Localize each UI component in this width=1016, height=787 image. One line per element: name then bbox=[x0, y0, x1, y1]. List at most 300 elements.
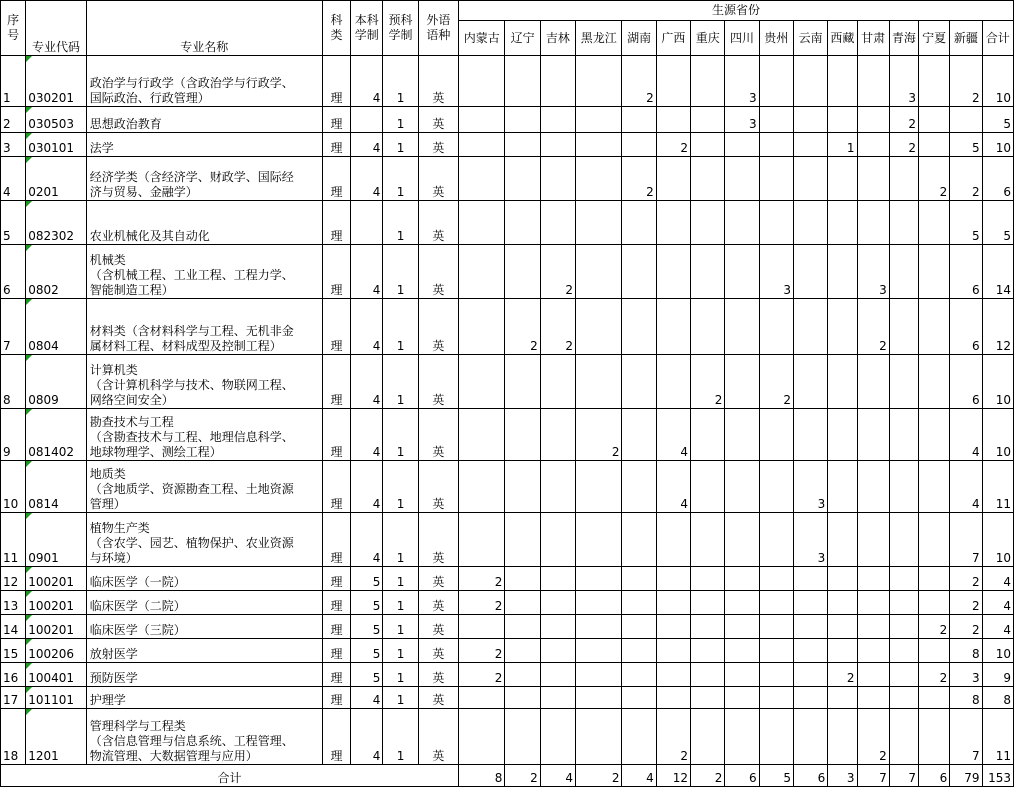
header-province: 宁夏 bbox=[919, 21, 950, 56]
row-seq: 15 bbox=[1, 639, 26, 663]
row-count bbox=[889, 299, 918, 355]
row-prep: 1 bbox=[383, 201, 418, 245]
total-count: 7 bbox=[857, 765, 889, 787]
row-count: 4 bbox=[982, 567, 1013, 591]
row-count: 2 bbox=[656, 709, 690, 765]
row-count bbox=[857, 201, 889, 245]
row-count: 2 bbox=[759, 355, 793, 409]
row-code: 100201 bbox=[26, 591, 87, 615]
row-count: 2 bbox=[459, 663, 505, 687]
row-count bbox=[691, 567, 725, 591]
header-prep: 预科 学制 bbox=[383, 1, 418, 56]
row-count bbox=[691, 513, 725, 567]
row-name: 思想政治教育 bbox=[86, 107, 322, 133]
total-label: 合计 bbox=[1, 765, 459, 787]
row-count bbox=[691, 157, 725, 201]
row-count bbox=[691, 639, 725, 663]
table-row bbox=[1, 687, 1014, 709]
row-count: 2 bbox=[889, 107, 918, 133]
row-count bbox=[656, 107, 690, 133]
row-count bbox=[919, 687, 950, 709]
row-count bbox=[622, 591, 656, 615]
row-count: 2 bbox=[459, 567, 505, 591]
header-category: 科 类 bbox=[322, 1, 350, 56]
row-count: 2 bbox=[540, 245, 575, 299]
table-row bbox=[1, 567, 1014, 591]
row-seq: 5 bbox=[1, 201, 26, 245]
row-count bbox=[857, 133, 889, 157]
row-category: 理 bbox=[322, 513, 350, 567]
row-count bbox=[828, 107, 857, 133]
row-count bbox=[857, 615, 889, 639]
total-count: 4 bbox=[622, 765, 656, 787]
row-years: 4 bbox=[351, 157, 383, 201]
row-count bbox=[793, 157, 827, 201]
table-row bbox=[1, 513, 1014, 567]
row-count: 4 bbox=[656, 409, 690, 461]
row-count: 4 bbox=[982, 591, 1013, 615]
row-prep: 1 bbox=[383, 513, 418, 567]
row-count bbox=[793, 133, 827, 157]
row-count bbox=[759, 591, 793, 615]
header-province: 黑龙江 bbox=[576, 21, 622, 56]
row-count bbox=[857, 663, 889, 687]
row-seq: 17 bbox=[1, 687, 26, 709]
header-code: 专业代码 bbox=[26, 1, 87, 56]
row-count bbox=[505, 567, 540, 591]
row-code: 0804 bbox=[26, 299, 87, 355]
row-count bbox=[759, 299, 793, 355]
row-count bbox=[889, 709, 918, 765]
row-count bbox=[622, 201, 656, 245]
row-count: 2 bbox=[950, 56, 982, 107]
row-count: 7 bbox=[950, 513, 982, 567]
header-province: 重庆 bbox=[691, 21, 725, 56]
row-count: 2 bbox=[828, 663, 857, 687]
row-code: 030201 bbox=[26, 56, 87, 107]
row-count bbox=[505, 157, 540, 201]
row-count bbox=[793, 709, 827, 765]
row-count bbox=[459, 107, 505, 133]
total-count: 6 bbox=[793, 765, 827, 787]
row-count bbox=[576, 201, 622, 245]
header-province: 云南 bbox=[793, 21, 827, 56]
row-count bbox=[540, 133, 575, 157]
row-count bbox=[828, 355, 857, 409]
row-count: 7 bbox=[950, 709, 982, 765]
total-count: 153 bbox=[982, 765, 1013, 787]
row-count bbox=[656, 639, 690, 663]
row-name: 放射医学 bbox=[86, 639, 322, 663]
row-count bbox=[793, 567, 827, 591]
row-count: 5 bbox=[950, 201, 982, 245]
row-category: 理 bbox=[322, 56, 350, 107]
row-count bbox=[725, 615, 759, 639]
row-count bbox=[889, 591, 918, 615]
row-count: 2 bbox=[459, 639, 505, 663]
row-count bbox=[656, 157, 690, 201]
table-row bbox=[1, 461, 1014, 513]
row-count bbox=[576, 157, 622, 201]
row-years bbox=[351, 107, 383, 133]
row-seq: 12 bbox=[1, 567, 26, 591]
row-count bbox=[889, 513, 918, 567]
row-count bbox=[576, 567, 622, 591]
row-count bbox=[919, 355, 950, 409]
row-count bbox=[505, 513, 540, 567]
row-count bbox=[725, 639, 759, 663]
row-count bbox=[459, 409, 505, 461]
row-count bbox=[759, 157, 793, 201]
row-count: 10 bbox=[982, 355, 1013, 409]
row-count bbox=[691, 56, 725, 107]
row-prep: 1 bbox=[383, 133, 418, 157]
row-code: 0901 bbox=[26, 513, 87, 567]
header-province: 贵州 bbox=[759, 21, 793, 56]
row-code: 100206 bbox=[26, 639, 87, 663]
row-count bbox=[725, 201, 759, 245]
row-count bbox=[889, 663, 918, 687]
row-count bbox=[576, 513, 622, 567]
row-language: 英 bbox=[418, 687, 458, 709]
row-count bbox=[622, 567, 656, 591]
table-row bbox=[1, 591, 1014, 615]
row-seq: 9 bbox=[1, 409, 26, 461]
row-count bbox=[576, 591, 622, 615]
row-count bbox=[576, 56, 622, 107]
row-category: 理 bbox=[322, 687, 350, 709]
row-language: 英 bbox=[418, 709, 458, 765]
row-count bbox=[793, 615, 827, 639]
row-count bbox=[691, 245, 725, 299]
header-province: 湖南 bbox=[622, 21, 656, 56]
row-code: 081402 bbox=[26, 409, 87, 461]
row-code: 1201 bbox=[26, 709, 87, 765]
row-name: 临床医学（三院） bbox=[86, 615, 322, 639]
row-count: 4 bbox=[950, 461, 982, 513]
row-count bbox=[576, 461, 622, 513]
row-seq: 10 bbox=[1, 461, 26, 513]
row-count bbox=[622, 513, 656, 567]
row-count bbox=[725, 663, 759, 687]
row-count bbox=[759, 567, 793, 591]
row-count: 12 bbox=[982, 299, 1013, 355]
row-count bbox=[759, 107, 793, 133]
table-row bbox=[1, 615, 1014, 639]
row-count bbox=[725, 687, 759, 709]
row-count bbox=[759, 687, 793, 709]
row-count bbox=[691, 133, 725, 157]
row-count bbox=[505, 56, 540, 107]
row-category: 理 bbox=[322, 591, 350, 615]
header-province: 合计 bbox=[982, 21, 1013, 56]
row-count bbox=[793, 409, 827, 461]
total-count: 2 bbox=[576, 765, 622, 787]
row-count bbox=[725, 133, 759, 157]
row-count: 10 bbox=[982, 56, 1013, 107]
total-count: 7 bbox=[889, 765, 918, 787]
row-category: 理 bbox=[322, 107, 350, 133]
row-language: 英 bbox=[418, 639, 458, 663]
row-seq: 1 bbox=[1, 56, 26, 107]
table-row bbox=[1, 157, 1014, 201]
row-count bbox=[759, 461, 793, 513]
row-count bbox=[576, 615, 622, 639]
row-count: 2 bbox=[540, 299, 575, 355]
row-count bbox=[505, 461, 540, 513]
row-count bbox=[576, 299, 622, 355]
row-count bbox=[691, 663, 725, 687]
row-seq: 14 bbox=[1, 615, 26, 639]
row-category: 理 bbox=[322, 201, 350, 245]
row-name: 植物生产类 （含农学、园艺、植物保护、农业资源 与环境） bbox=[86, 513, 322, 567]
row-count bbox=[919, 567, 950, 591]
row-count bbox=[889, 615, 918, 639]
row-count bbox=[725, 461, 759, 513]
row-language: 英 bbox=[418, 567, 458, 591]
row-count bbox=[828, 56, 857, 107]
row-count bbox=[857, 409, 889, 461]
row-count bbox=[622, 461, 656, 513]
row-count: 2 bbox=[950, 567, 982, 591]
row-count: 3 bbox=[793, 513, 827, 567]
total-count: 4 bbox=[540, 765, 575, 787]
row-count bbox=[576, 355, 622, 409]
row-name: 政治学与行政学（含政治学与行政学、 国际政治、行政管理） bbox=[86, 56, 322, 107]
row-code: 082302 bbox=[26, 201, 87, 245]
row-count: 3 bbox=[759, 245, 793, 299]
row-count: 6 bbox=[950, 355, 982, 409]
row-count: 3 bbox=[950, 663, 982, 687]
row-language: 英 bbox=[418, 409, 458, 461]
row-count: 14 bbox=[982, 245, 1013, 299]
row-count: 8 bbox=[950, 639, 982, 663]
row-count bbox=[622, 245, 656, 299]
row-name: 预防医学 bbox=[86, 663, 322, 687]
header-province-group: 生源省份 bbox=[459, 1, 1014, 21]
row-count bbox=[919, 201, 950, 245]
total-count: 3 bbox=[828, 765, 857, 787]
row-count bbox=[622, 107, 656, 133]
row-count bbox=[459, 709, 505, 765]
header-seq: 序 号 bbox=[1, 1, 26, 56]
row-count bbox=[828, 201, 857, 245]
row-count bbox=[793, 201, 827, 245]
total-row bbox=[1, 765, 1014, 787]
row-count: 5 bbox=[982, 107, 1013, 133]
total-count: 79 bbox=[950, 765, 982, 787]
row-count: 2 bbox=[691, 355, 725, 409]
row-seq: 18 bbox=[1, 709, 26, 765]
row-category: 理 bbox=[322, 133, 350, 157]
row-count bbox=[828, 409, 857, 461]
row-count bbox=[857, 591, 889, 615]
row-count bbox=[656, 245, 690, 299]
row-prep: 1 bbox=[383, 56, 418, 107]
row-count bbox=[656, 567, 690, 591]
row-count bbox=[656, 687, 690, 709]
row-count bbox=[505, 245, 540, 299]
row-count bbox=[540, 355, 575, 409]
row-language: 英 bbox=[418, 133, 458, 157]
row-count bbox=[759, 409, 793, 461]
row-prep: 1 bbox=[383, 107, 418, 133]
row-count bbox=[459, 133, 505, 157]
row-years: 5 bbox=[351, 591, 383, 615]
row-prep: 1 bbox=[383, 567, 418, 591]
row-count bbox=[459, 157, 505, 201]
row-count: 2 bbox=[576, 409, 622, 461]
row-prep: 1 bbox=[383, 245, 418, 299]
row-code: 0201 bbox=[26, 157, 87, 201]
row-count bbox=[828, 513, 857, 567]
row-language: 英 bbox=[418, 663, 458, 687]
row-seq: 8 bbox=[1, 355, 26, 409]
row-years: 4 bbox=[351, 133, 383, 157]
header-province: 吉林 bbox=[540, 21, 575, 56]
row-count bbox=[459, 461, 505, 513]
row-count bbox=[828, 157, 857, 201]
row-count bbox=[889, 201, 918, 245]
table-row bbox=[1, 663, 1014, 687]
row-count bbox=[857, 513, 889, 567]
row-years: 5 bbox=[351, 567, 383, 591]
row-prep: 1 bbox=[383, 663, 418, 687]
row-language: 英 bbox=[418, 201, 458, 245]
row-count bbox=[919, 245, 950, 299]
row-years: 4 bbox=[351, 56, 383, 107]
row-count: 8 bbox=[950, 687, 982, 709]
row-count bbox=[656, 299, 690, 355]
row-count bbox=[576, 663, 622, 687]
row-count bbox=[540, 567, 575, 591]
row-count bbox=[759, 513, 793, 567]
row-count bbox=[540, 513, 575, 567]
row-count bbox=[622, 687, 656, 709]
table-row bbox=[1, 201, 1014, 245]
table-row bbox=[1, 709, 1014, 765]
row-seq: 2 bbox=[1, 107, 26, 133]
row-count bbox=[889, 355, 918, 409]
row-count bbox=[857, 687, 889, 709]
row-count bbox=[656, 201, 690, 245]
table-row bbox=[1, 299, 1014, 355]
table-row bbox=[1, 107, 1014, 133]
row-count bbox=[759, 709, 793, 765]
row-count bbox=[459, 687, 505, 709]
row-language: 英 bbox=[418, 615, 458, 639]
row-count bbox=[691, 299, 725, 355]
row-count bbox=[505, 133, 540, 157]
row-code: 0802 bbox=[26, 245, 87, 299]
table-row bbox=[1, 639, 1014, 663]
row-count: 3 bbox=[725, 56, 759, 107]
row-category: 理 bbox=[322, 709, 350, 765]
row-name: 计算机类 （含计算机科学与技术、物联网工程、 网络空间安全） bbox=[86, 355, 322, 409]
row-count bbox=[919, 107, 950, 133]
row-code: 100201 bbox=[26, 567, 87, 591]
row-count bbox=[622, 615, 656, 639]
row-count bbox=[622, 409, 656, 461]
row-count bbox=[857, 639, 889, 663]
row-years: 4 bbox=[351, 299, 383, 355]
row-years: 4 bbox=[351, 687, 383, 709]
row-prep: 1 bbox=[383, 409, 418, 461]
row-count: 2 bbox=[857, 299, 889, 355]
row-count bbox=[459, 245, 505, 299]
row-count bbox=[919, 56, 950, 107]
row-count: 2 bbox=[857, 709, 889, 765]
row-code: 101101 bbox=[26, 687, 87, 709]
row-count bbox=[793, 107, 827, 133]
row-count: 2 bbox=[950, 157, 982, 201]
row-code: 030503 bbox=[26, 107, 87, 133]
row-seq: 6 bbox=[1, 245, 26, 299]
row-language: 英 bbox=[418, 299, 458, 355]
row-count: 3 bbox=[889, 56, 918, 107]
row-count bbox=[828, 615, 857, 639]
row-prep: 1 bbox=[383, 615, 418, 639]
row-count bbox=[691, 201, 725, 245]
row-count: 2 bbox=[950, 615, 982, 639]
row-count bbox=[576, 107, 622, 133]
row-years: 5 bbox=[351, 639, 383, 663]
row-count: 2 bbox=[622, 157, 656, 201]
row-count bbox=[540, 663, 575, 687]
row-count bbox=[889, 639, 918, 663]
row-seq: 16 bbox=[1, 663, 26, 687]
row-count bbox=[540, 591, 575, 615]
row-count bbox=[793, 355, 827, 409]
row-count bbox=[725, 409, 759, 461]
header-province: 甘肃 bbox=[857, 21, 889, 56]
row-years bbox=[351, 201, 383, 245]
row-count bbox=[459, 56, 505, 107]
row-category: 理 bbox=[322, 461, 350, 513]
row-count: 3 bbox=[793, 461, 827, 513]
row-count bbox=[759, 201, 793, 245]
row-name: 护理学 bbox=[86, 687, 322, 709]
row-count bbox=[950, 107, 982, 133]
row-count bbox=[540, 709, 575, 765]
row-count bbox=[459, 513, 505, 567]
row-years: 5 bbox=[351, 663, 383, 687]
total-count: 5 bbox=[759, 765, 793, 787]
row-count bbox=[505, 409, 540, 461]
row-count bbox=[505, 107, 540, 133]
row-count bbox=[828, 461, 857, 513]
row-count bbox=[576, 245, 622, 299]
row-count bbox=[919, 299, 950, 355]
row-count bbox=[857, 56, 889, 107]
row-count bbox=[889, 687, 918, 709]
row-code: 100401 bbox=[26, 663, 87, 687]
row-count bbox=[725, 709, 759, 765]
row-count bbox=[505, 639, 540, 663]
row-category: 理 bbox=[322, 615, 350, 639]
row-count bbox=[656, 591, 690, 615]
row-name: 管理科学与工程类 （含信息管理与信息系统、工程管理、 物流管理、大数据管理与应用） bbox=[86, 709, 322, 765]
row-count bbox=[919, 639, 950, 663]
row-years: 5 bbox=[351, 615, 383, 639]
row-count bbox=[759, 133, 793, 157]
row-prep: 1 bbox=[383, 355, 418, 409]
row-count: 9 bbox=[982, 663, 1013, 687]
row-count bbox=[759, 56, 793, 107]
row-count: 2 bbox=[889, 133, 918, 157]
row-count bbox=[459, 355, 505, 409]
row-count: 2 bbox=[622, 56, 656, 107]
